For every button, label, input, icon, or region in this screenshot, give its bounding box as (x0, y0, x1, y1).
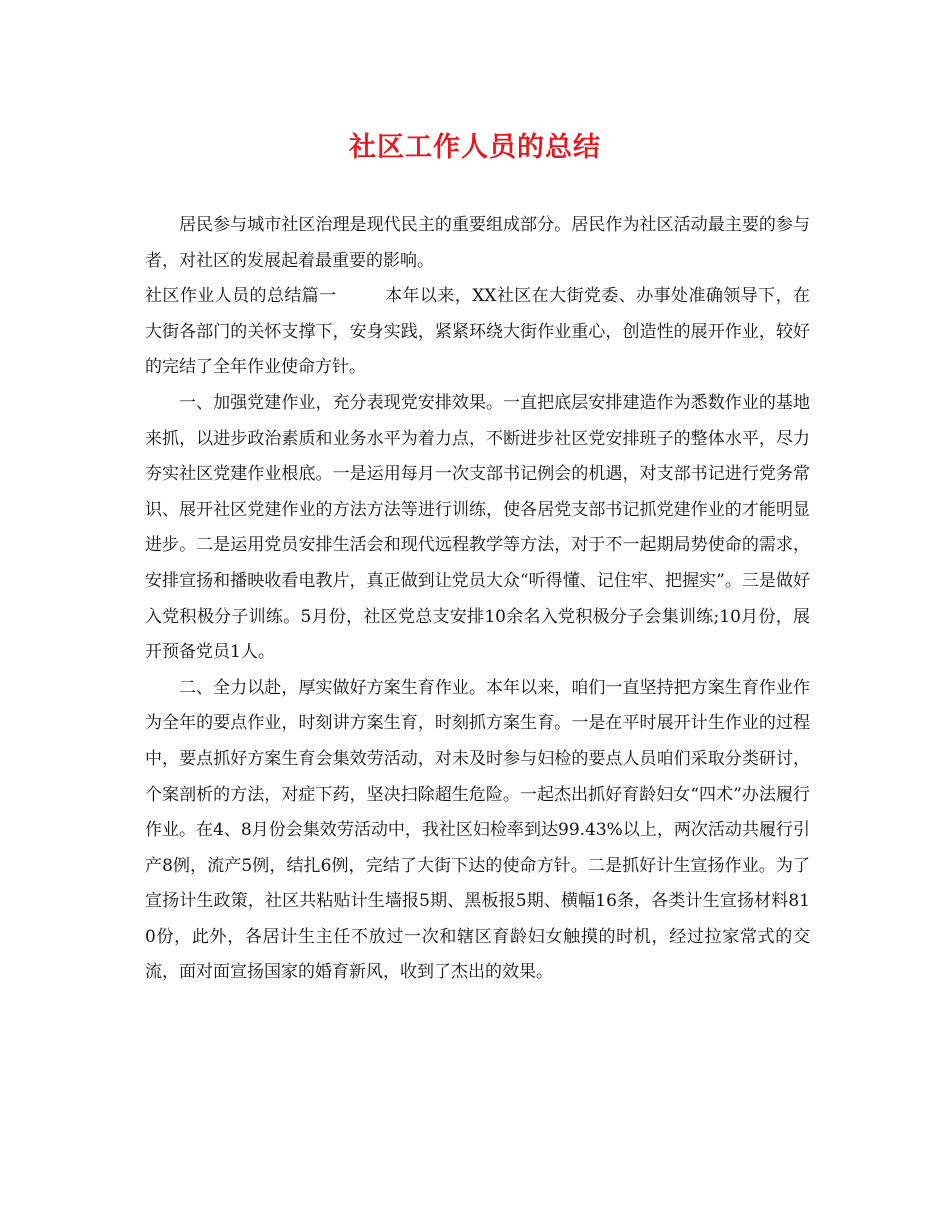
section-label: 社区作业人员的总结篇一 (145, 286, 337, 307)
document-title: 社区工作人员的总结 (349, 132, 601, 163)
document-body (145, 208, 810, 991)
intro-paragraph: 居民参与城市社区治理是现代民主的重要组成部分。居民作为社区活动最主要的参与者，对社区的发展起着最重要的影响。 (145, 215, 810, 271)
section-paragraph (145, 279, 810, 386)
section-lead: 本年以来，XX社区在大街党委、办事处准确领导下，在大街各部门的关怀支撑下，安身实践，紧紧环绕大街作业重心，创造性的展开作业，较好的完结了全年作业使命方针。 (145, 286, 810, 378)
party-building-paragraph: 一、加强党建作业，充分表现党安排效果。一直把底层安排建造作为悉数作业的基地来抓，以进步政治素质和业务水平为着力点，不断进步社区党安排班子的整体水平，尽力夯实社区党建作业根底。一是运用每月一次支部书记例会的机遇，对支部书记进行党务常识、展开社区党建作业的方法方法等进行训练，使各居党支部书记抓党建作业的才能明显进步。二是运用党员安排生活会和现代远程教学等方法，对于不一起期局势使命的需求，安排宣扬和播映收看电教片，真正做到让党员大众“听得懂、记住牢、把握实”。三是做好入党积极分子训练。5月份，社区党总支安排10余名入党积极分子会集训练;10月份，展开预备党员1人。 (145, 392, 810, 663)
family-planning-paragraph: 二、全力以赴，厚实做好方案生育作业。本年以来，咱们一直坚持把方案生育作业作为全年的要点作业，时刻讲方案生育，时刻抓方案生育。一是在平时展开计生作业的过程中，要点抓好方案生育会集效劳活动，对未及时参与妇检的要点人员咱们采取分类研讨，个案剖析的方法，对症下药，坚决扫除超生危险。一起杰出抓好育龄妇女“四术”办法履行作业。在4、8月份会集效劳活动中，我社区妇检率到达99.43%以上，两次活动共履行引产8例，流产5例，结扎6例，完结了大街下达的使命方针。二是抓好计生宣扬作业。为了宣扬计生政策，社区共粘贴计生墙报5期、黑板报5期、横幅16条，各类计生宣扬材料810份，此外，各居计生主任不放过一次和辖区育龄妇女触摸的时机，经过拉家常式的交流，面对面宣扬国家的婚育新风，收到了杰出的效果。 (145, 677, 810, 983)
